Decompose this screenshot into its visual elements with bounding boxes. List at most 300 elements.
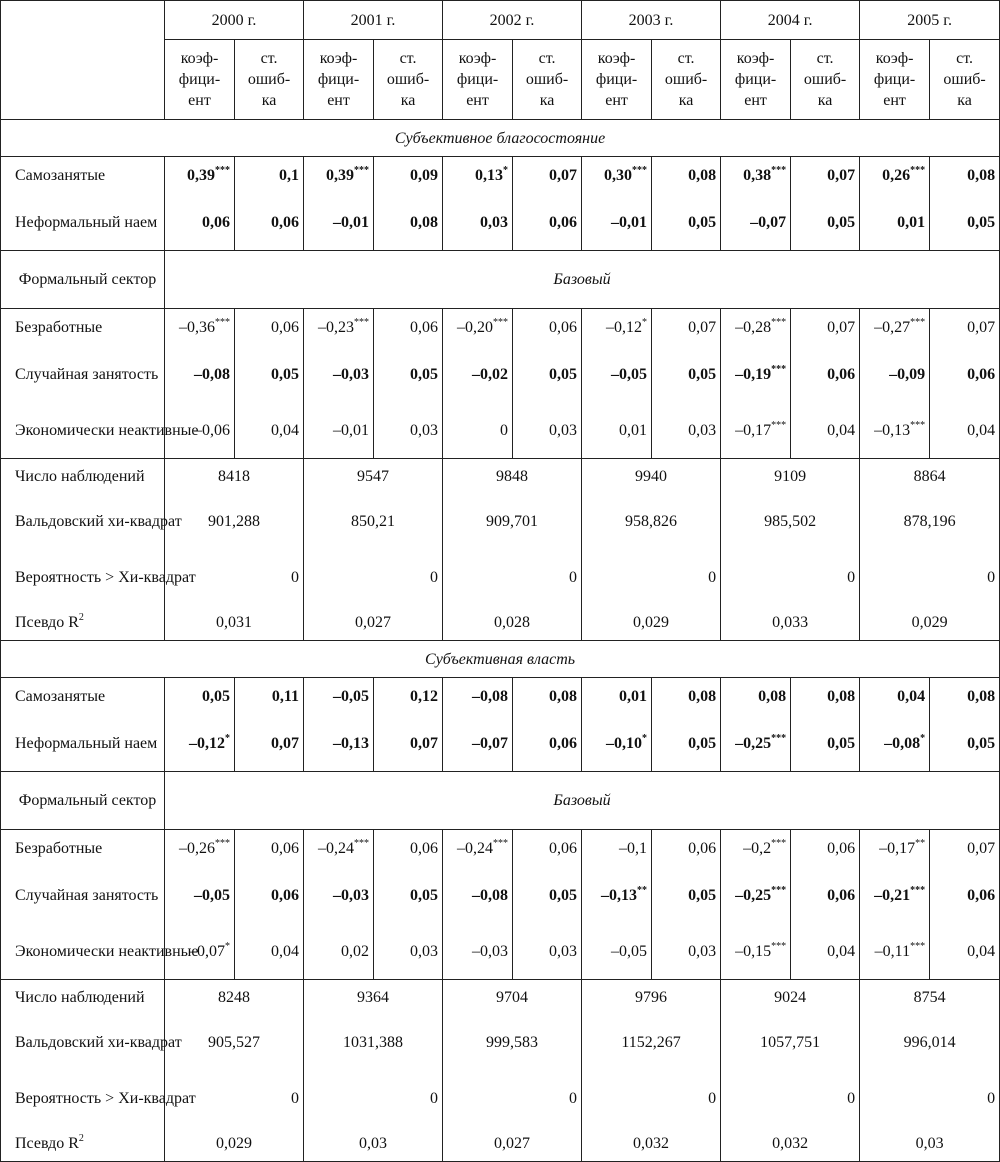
se-cell: 0,08 [652, 157, 721, 195]
coef-cell [304, 195, 374, 251]
coef-value: –0,01 [333, 213, 370, 231]
row-label: Формальный сектор [1, 251, 165, 309]
se-cell: 0,08 [652, 678, 721, 716]
significance-stars: *** [771, 838, 787, 850]
significance-stars: ** [915, 838, 926, 850]
se-cell: 0,06 [235, 868, 304, 924]
coef-cell [860, 403, 930, 459]
significance-stars: *** [910, 940, 926, 952]
table-row [1, 347, 1000, 403]
coef-value: –0,03 [472, 942, 509, 960]
stat-value: 9940 [582, 459, 721, 494]
se-header-line: ка [261, 92, 277, 109]
coef-value: –0,15 [735, 942, 772, 960]
coef-cell [304, 347, 374, 403]
table-row [1, 403, 1000, 459]
coef-cell [721, 716, 791, 772]
se-cell: 0,03 [374, 403, 443, 459]
stat-label [1, 1127, 165, 1162]
coef-cell [721, 195, 791, 251]
stat-value: 8754 [860, 980, 1000, 1015]
se-cell: 0,07 [374, 716, 443, 772]
coef-header-line: ент [605, 92, 628, 109]
coef-cell [304, 157, 374, 195]
stat-value: 0,029 [582, 606, 721, 641]
coef-header-line: коэф- [597, 50, 636, 67]
year-header: 2005 г. [860, 1, 1000, 40]
se-cell: 0,05 [652, 868, 721, 924]
stat-value: 8248 [165, 980, 304, 1015]
coef-value: –0,17 [735, 421, 772, 439]
se-header-line: ка [957, 92, 972, 109]
coef-cell [721, 309, 791, 347]
stat-label-text: Вероятность > Хи-квадрат [15, 569, 196, 586]
row-label: Случайная занятость [1, 868, 165, 924]
stat-value: 0 [304, 550, 443, 606]
coef-value: –0,26 [179, 840, 215, 858]
stat-row [1, 1127, 1000, 1162]
se-header-line: ошиб- [664, 71, 708, 88]
row-label: Неформальный наем [1, 716, 165, 772]
se-cell: 0,07 [235, 716, 304, 772]
se-header-line: ошиб- [803, 71, 847, 88]
se-header-line: ст. [399, 50, 417, 67]
coef-header-line: коэф- [736, 50, 775, 67]
coef-cell [582, 309, 652, 347]
se-cell: 0,08 [513, 678, 582, 716]
se-cell: 0,05 [930, 716, 1000, 772]
coef-header-line: ент [188, 92, 211, 109]
coef-value: –0,10 [606, 734, 643, 752]
se-header [513, 40, 582, 120]
stat-value: 0,027 [304, 606, 443, 641]
coef-value: 0,06 [202, 213, 230, 231]
stat-value: 0 [860, 550, 1000, 606]
coef-cell [721, 403, 791, 459]
stat-value: 1031,388 [304, 1015, 443, 1071]
se-cell: 0,07 [791, 157, 860, 195]
stat-label [1, 1071, 196, 1127]
coef-cell [443, 830, 513, 868]
coef-value: –0,07 [189, 942, 225, 960]
stat-row [1, 550, 1000, 606]
header-years-row [1, 1, 1000, 40]
significance-stars: *** [910, 419, 926, 431]
stat-value: 0,032 [721, 1127, 860, 1162]
coef-cell [304, 830, 374, 868]
coef-header-line: фици- [734, 71, 777, 88]
se-cell: 0,05 [513, 868, 582, 924]
coef-cell [443, 678, 513, 716]
se-header-line: ошиб- [943, 71, 986, 88]
significance-stars: *** [632, 165, 648, 177]
coef-value: 0,08 [758, 688, 787, 706]
table-row [1, 195, 1000, 251]
coef-header [582, 40, 652, 120]
se-cell: 0,06 [374, 309, 443, 347]
stat-value: 909,701 [443, 494, 582, 550]
coef-cell [582, 924, 652, 980]
year-header: 2003 г. [582, 1, 721, 40]
coef-cell [304, 678, 374, 716]
coef-cell [860, 830, 930, 868]
significance-stars: *** [493, 317, 509, 329]
se-cell: 0,06 [235, 830, 304, 868]
stat-value: 878,196 [860, 494, 1000, 550]
coef-header-line: коэф- [319, 50, 358, 67]
se-cell: 0,08 [791, 678, 860, 716]
coef-value: 0,05 [202, 688, 230, 706]
stat-value: 901,288 [165, 494, 304, 550]
coef-value: 0,01 [619, 688, 648, 706]
coef-value: –0,08 [472, 887, 509, 904]
coef-value: –0,2 [743, 840, 772, 858]
coef-cell [165, 830, 235, 868]
coef-cell [443, 309, 513, 347]
stat-value: 999,583 [443, 1015, 582, 1071]
coef-header [860, 40, 930, 120]
coef-cell [721, 868, 791, 924]
se-cell: 0,1 [235, 157, 304, 195]
coef-value: –0,07 [472, 734, 509, 752]
stat-row [1, 1015, 1000, 1071]
se-header-line: ст. [816, 50, 834, 67]
significance-stars: *** [910, 165, 926, 177]
coef-header-line: коэф- [180, 50, 219, 67]
stat-label [1, 459, 165, 494]
se-header-line: ка [539, 92, 555, 109]
se-header [930, 40, 1000, 120]
significance-stars: *** [354, 317, 370, 329]
se-cell: 0,06 [930, 868, 1000, 924]
coef-value: –0,13 [333, 734, 370, 752]
coef-value: –0,27 [874, 319, 911, 337]
coef-header [165, 40, 235, 120]
coef-cell [304, 716, 374, 772]
row-label: Самозанятые [1, 678, 165, 716]
se-header-line: ошиб- [525, 71, 569, 88]
stat-label [1, 980, 165, 1015]
se-cell: 0,04 [235, 403, 304, 459]
se-header-line: ст. [538, 50, 556, 67]
stat-value: 0,027 [443, 1127, 582, 1162]
se-header-line: ст. [956, 50, 974, 67]
significance-stars: *** [771, 732, 787, 744]
se-header-line: ст. [677, 50, 695, 67]
stat-value: 0,029 [860, 606, 1000, 641]
se-header [791, 40, 860, 120]
se-cell: 0,08 [930, 157, 1000, 195]
coef-value: –0,13 [874, 421, 911, 439]
se-cell: 0,07 [791, 309, 860, 347]
stat-value: 0,03 [304, 1127, 443, 1162]
row-label: Экономически неактивные [1, 403, 165, 459]
coef-value: –0,03 [333, 887, 370, 904]
se-cell: 0,06 [791, 347, 860, 403]
stat-value: 0 [165, 550, 304, 606]
se-cell: 0,06 [513, 309, 582, 347]
row-label: Безработные [1, 309, 165, 347]
table-row [1, 678, 1000, 716]
stat-label-text: Вальдовский хи-квадрат [15, 1034, 182, 1051]
se-cell: 0,07 [930, 309, 1000, 347]
row-label: Формальный сектор [1, 772, 165, 830]
table-row [1, 716, 1000, 772]
stat-value: 850,21 [304, 494, 443, 550]
significance-stars: ** [637, 885, 648, 896]
coef-cell [860, 157, 930, 195]
stat-value: 0 [582, 550, 721, 606]
significance-stars: *** [771, 317, 787, 329]
coef-value: –0,06 [194, 421, 230, 439]
significance-stars: *** [910, 317, 926, 329]
coef-cell [443, 716, 513, 772]
significance-stars: *** [771, 419, 787, 431]
base-row [1, 251, 1000, 309]
row-label: Неформальный наем [1, 195, 165, 251]
row-label: Самозанятые [1, 157, 165, 195]
se-cell: 0,11 [235, 678, 304, 716]
coef-value: –0,36 [179, 319, 215, 337]
coef-cell [443, 403, 513, 459]
coef-value: –0,08 [194, 366, 230, 383]
stat-value: 1152,267 [582, 1015, 721, 1071]
coef-value: –0,07 [750, 213, 787, 231]
significance-stars: *** [910, 885, 926, 896]
stat-label [1, 550, 196, 606]
se-cell: 0,05 [513, 347, 582, 403]
coef-cell [304, 924, 374, 980]
significance-stars: * [920, 732, 926, 744]
stat-value: 0,03 [860, 1127, 1000, 1162]
se-cell: 0,03 [513, 403, 582, 459]
stat-value: 9109 [721, 459, 860, 494]
stat-row [1, 494, 1000, 550]
stat-value: 0 [443, 550, 582, 606]
coef-value: –0,05 [194, 887, 230, 904]
coef-cell [860, 678, 930, 716]
coef-cell [582, 830, 652, 868]
base-row [1, 772, 1000, 830]
significance-stars: *** [771, 165, 787, 177]
coef-value: –0,01 [333, 421, 370, 439]
coef-cell [860, 195, 930, 251]
stat-value: 0 [443, 1071, 582, 1127]
coef-cell [582, 403, 652, 459]
significance-stars: *** [771, 364, 787, 375]
coef-value: –0,12 [189, 734, 225, 752]
se-header-line: ка [817, 92, 833, 109]
section-title-row [1, 641, 1000, 678]
se-cell: 0,05 [791, 716, 860, 772]
significance-stars: * [503, 165, 509, 177]
stat-value: 9547 [304, 459, 443, 494]
coef-cell [165, 678, 235, 716]
coef-cell [721, 830, 791, 868]
se-header [652, 40, 721, 120]
coef-value: –0,01 [611, 213, 648, 231]
se-cell: 0,06 [513, 195, 582, 251]
coef-cell [304, 403, 374, 459]
coef-value: –0,11 [874, 942, 911, 960]
coef-value: –0,08 [884, 734, 921, 752]
se-cell: 0,05 [374, 347, 443, 403]
coef-cell [860, 347, 930, 403]
coef-header-line: фици- [873, 71, 916, 88]
coef-cell [860, 924, 930, 980]
significance-stars: *** [771, 940, 787, 952]
stat-label-text: Вальдовский хи-квадрат [15, 513, 182, 530]
coef-header-line: коэф- [875, 50, 914, 67]
stat-value: 0,032 [582, 1127, 721, 1162]
year-header: 2001 г. [304, 1, 443, 40]
significance-stars: *** [354, 165, 370, 177]
se-cell: 0,12 [374, 678, 443, 716]
coef-value: –0,28 [735, 319, 772, 337]
row-label: Безработные [1, 830, 165, 868]
significance-stars: * [642, 317, 648, 329]
coef-cell [443, 157, 513, 195]
coef-value: 0,30 [604, 167, 633, 185]
stat-value: 9848 [443, 459, 582, 494]
section-title: Субъективная власть [1, 641, 1000, 678]
coef-value: –0,05 [333, 688, 370, 706]
coef-value: –0,03 [333, 366, 370, 383]
significance-stars: *** [493, 838, 509, 850]
stat-row [1, 606, 1000, 641]
se-cell: 0,05 [235, 347, 304, 403]
coef-header [721, 40, 791, 120]
stat-value: 0 [721, 1071, 860, 1127]
year-header: 2000 г. [165, 1, 304, 40]
row-label: Случайная занятость [1, 347, 165, 403]
coef-cell [860, 716, 930, 772]
coef-value: –0,1 [619, 840, 648, 858]
se-cell: 0,07 [930, 830, 1000, 868]
coef-value: 0,02 [341, 942, 370, 960]
stat-label-text: Псевдо R [15, 1135, 79, 1153]
stat-value: 996,014 [860, 1015, 1000, 1071]
coef-value: –0,24 [318, 840, 355, 858]
se-cell: 0,03 [513, 924, 582, 980]
stat-label-text: Вероятность > Хи-квадрат [15, 1090, 196, 1107]
se-cell: 0,05 [791, 195, 860, 251]
coef-cell [165, 157, 235, 195]
coef-cell [165, 347, 235, 403]
coef-header-line: фици- [595, 71, 638, 88]
header-corner [1, 1, 165, 120]
significance-stars: *** [215, 317, 230, 329]
stat-value: 0 [165, 1071, 304, 1127]
coef-cell [443, 347, 513, 403]
significance-stars: * [642, 732, 648, 744]
coef-cell [304, 868, 374, 924]
coef-value: –0,21 [874, 887, 911, 904]
table-row [1, 157, 1000, 195]
coef-value: 0 [500, 421, 509, 439]
year-header: 2004 г. [721, 1, 860, 40]
coef-header-line: коэф- [458, 50, 497, 67]
se-header-line: ка [400, 92, 416, 109]
se-cell: 0,06 [930, 347, 1000, 403]
stat-value: 958,826 [582, 494, 721, 550]
stat-label-text: Псевдо R [15, 614, 79, 632]
se-cell: 0,08 [930, 678, 1000, 716]
se-cell: 0,06 [791, 830, 860, 868]
coef-value: 0,03 [480, 213, 509, 231]
coef-cell [443, 868, 513, 924]
stat-value: 9796 [582, 980, 721, 1015]
coef-cell [860, 309, 930, 347]
stat-row [1, 459, 1000, 494]
coef-header [304, 40, 374, 120]
coef-cell [582, 347, 652, 403]
coef-value: 0,01 [897, 213, 926, 231]
coef-value: –0,25 [735, 734, 772, 752]
coef-cell [165, 716, 235, 772]
se-cell: 0,06 [374, 830, 443, 868]
coef-value: 0,04 [897, 688, 926, 706]
se-header-line: ст. [260, 50, 278, 67]
r2-superscript: 2 [78, 612, 84, 624]
stat-value: 0,028 [443, 606, 582, 641]
se-cell: 0,07 [652, 309, 721, 347]
se-cell: 0,05 [652, 195, 721, 251]
coef-value: –0,25 [735, 887, 772, 904]
coef-header-line: ент [466, 92, 489, 109]
stat-value: 1057,751 [721, 1015, 860, 1071]
se-cell: 0,04 [235, 924, 304, 980]
coef-value: –0,02 [472, 366, 509, 383]
coef-value: 0,13 [475, 167, 504, 185]
coef-cell [582, 868, 652, 924]
base-category: Базовый [165, 772, 1000, 830]
coef-cell [582, 157, 652, 195]
coef-cell [304, 309, 374, 347]
coef-value: –0,05 [611, 942, 648, 960]
se-cell: 0,04 [791, 924, 860, 980]
stat-value: 8864 [860, 459, 1000, 494]
significance-stars: *** [215, 838, 230, 850]
table-row [1, 309, 1000, 347]
stat-label [1, 1015, 182, 1071]
se-cell: 0,03 [652, 403, 721, 459]
se-cell: 0,03 [374, 924, 443, 980]
se-cell: 0,04 [791, 403, 860, 459]
stat-value: 0 [304, 1071, 443, 1127]
se-header [235, 40, 304, 120]
coef-header-line: фици- [456, 71, 499, 88]
coef-header-line: ент [883, 92, 906, 109]
stat-value: 9364 [304, 980, 443, 1015]
stat-row [1, 980, 1000, 1015]
significance-stars: *** [354, 838, 370, 850]
se-header-line: ошиб- [247, 71, 291, 88]
stat-value: 0,029 [165, 1127, 304, 1162]
stat-value: 905,527 [165, 1015, 304, 1071]
coef-value: 0,39 [187, 167, 215, 185]
significance-stars: * [225, 940, 230, 952]
coef-value: –0,13 [601, 887, 638, 904]
coef-cell [165, 868, 235, 924]
coef-cell [860, 868, 930, 924]
coef-cell [582, 678, 652, 716]
stat-row [1, 1071, 1000, 1127]
coef-value: –0,05 [611, 366, 648, 383]
table-row [1, 830, 1000, 868]
stat-value: 9704 [443, 980, 582, 1015]
row-label: Экономически неактивные [1, 924, 165, 980]
